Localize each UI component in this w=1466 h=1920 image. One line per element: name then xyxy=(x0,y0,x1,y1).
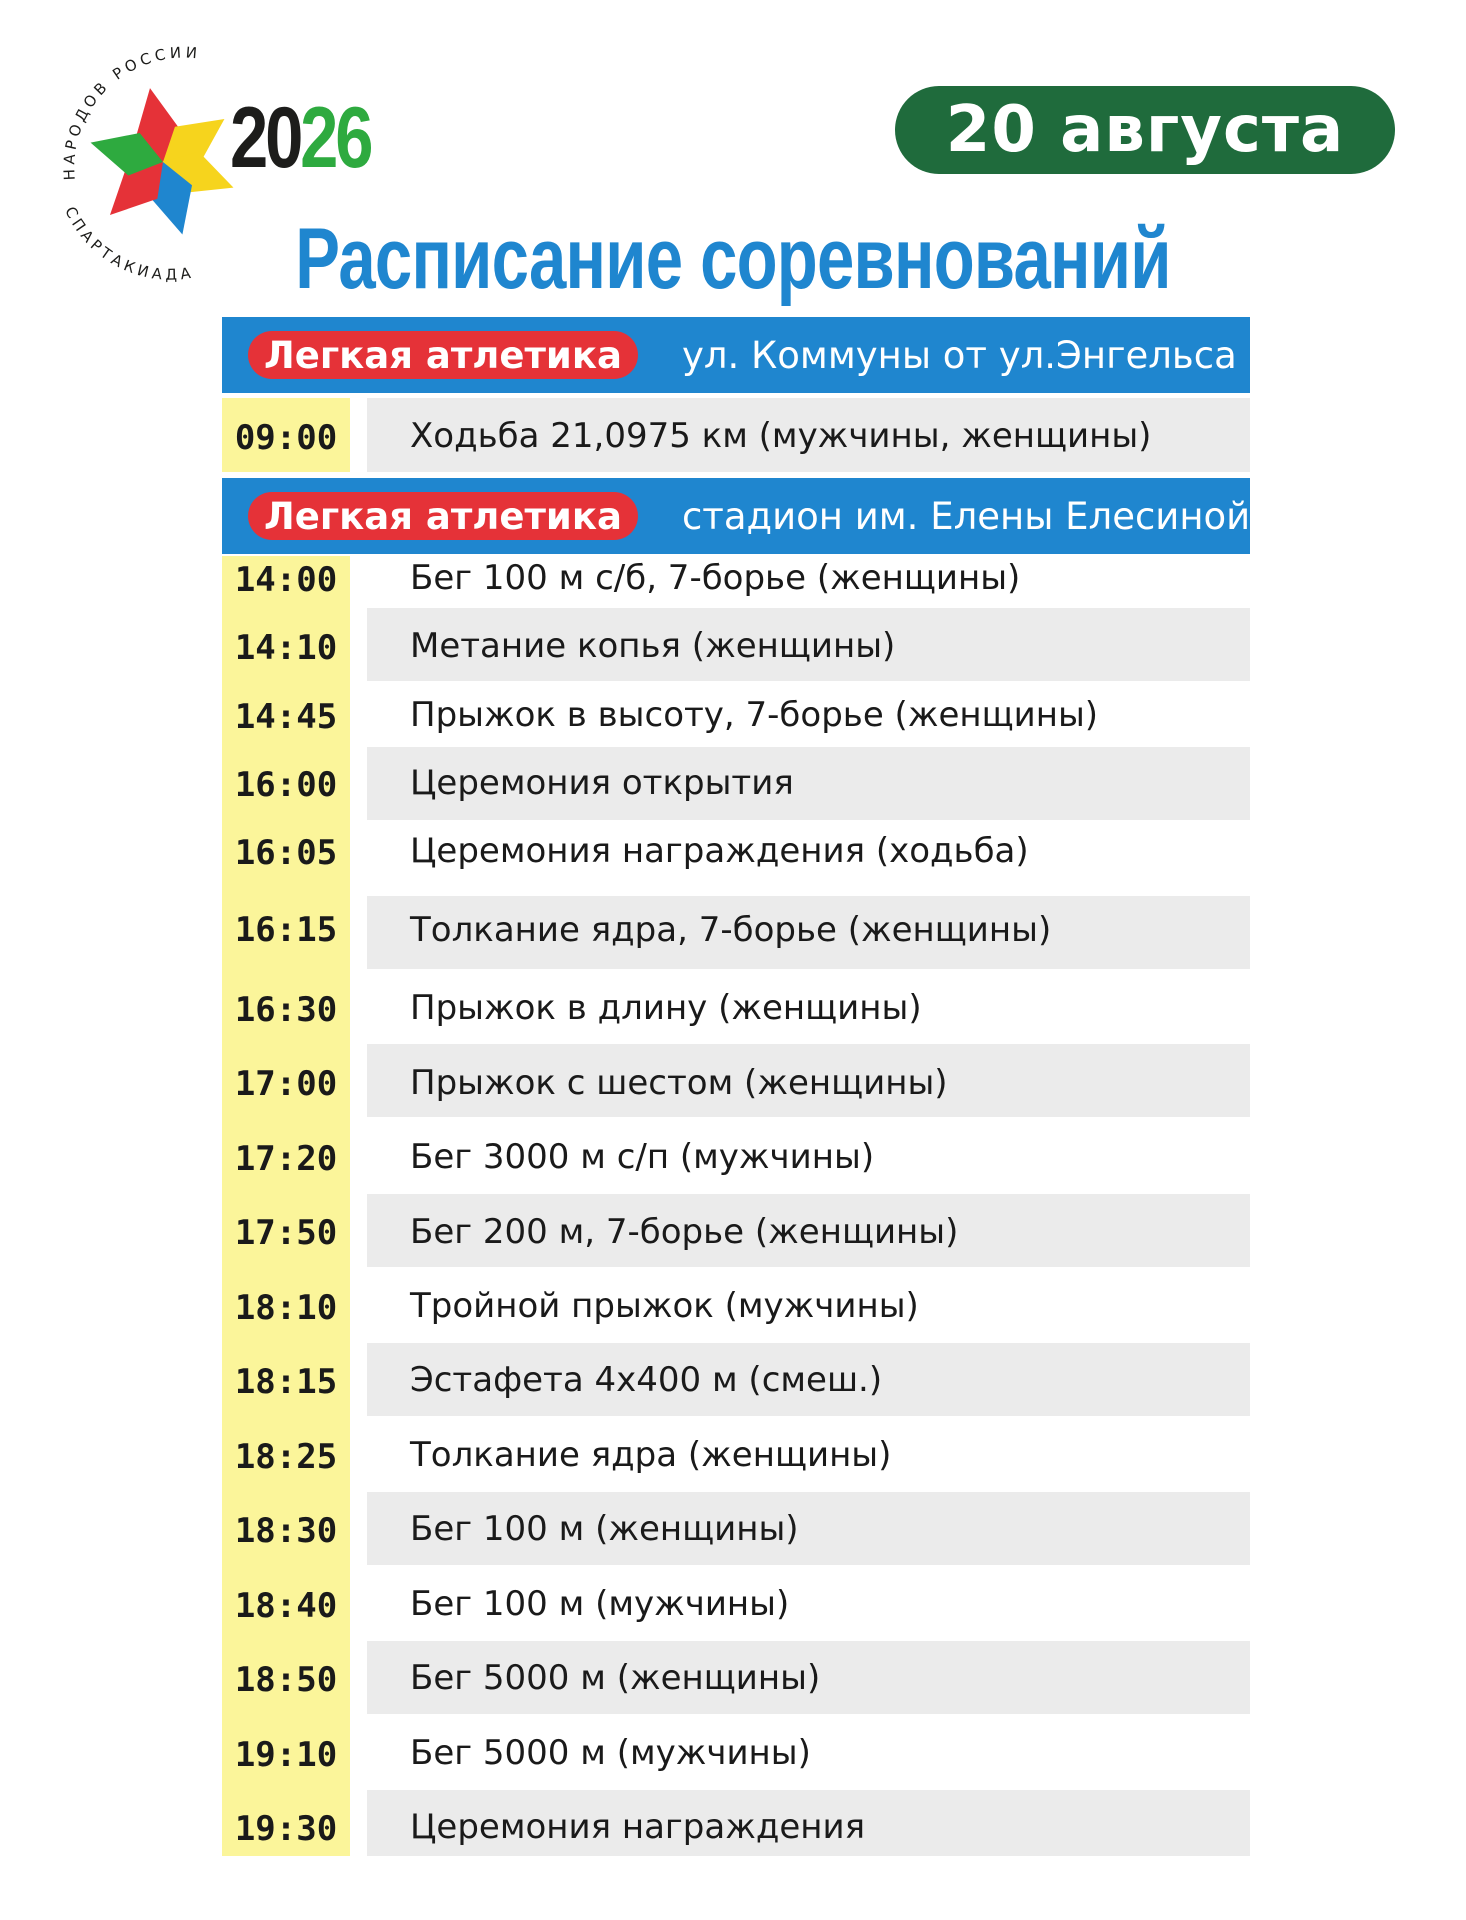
event-name: Ходьба 21,0975 км (мужчины, женщины) xyxy=(410,416,1152,456)
event-time: 17:20 xyxy=(234,1139,338,1179)
event-name: Бег 200 м, 7-борье (женщины) xyxy=(410,1212,959,1252)
event-time: 18:10 xyxy=(234,1288,338,1328)
logo-arc-bottom: СПАРТАКИАДА xyxy=(61,203,196,284)
page-title: Расписание соревнований xyxy=(295,211,1171,307)
event-time: 18:15 xyxy=(234,1362,338,1402)
logo-arc-top: НАРОДОВ РОССИИ xyxy=(60,43,202,181)
event-time: 14:45 xyxy=(234,697,338,737)
event-name: Тройной прыжок (мужчины) xyxy=(410,1286,919,1326)
event-name: Бег 5000 м (мужчины) xyxy=(410,1733,811,1773)
event-time: 16:00 xyxy=(234,765,338,805)
event-name: Прыжок с шестом (женщины) xyxy=(410,1063,948,1103)
event-time: 18:30 xyxy=(234,1511,338,1551)
event-time: 19:30 xyxy=(234,1809,338,1849)
event-time: 19:10 xyxy=(234,1735,338,1775)
event-name: Церемония награждения (ходьба) xyxy=(410,831,1029,871)
date-badge: 20 августа xyxy=(895,86,1395,174)
event-time: 18:50 xyxy=(234,1660,338,1700)
event-time: 16:15 xyxy=(234,910,338,950)
venue-name: стадион им. Елены Елесиной xyxy=(681,494,1251,538)
event-time: 16:05 xyxy=(234,833,338,873)
logo-year-suffix: 26 xyxy=(300,90,371,186)
event-name: Метание копья (женщины) xyxy=(410,626,896,666)
event-name: Бег 5000 м (женщины) xyxy=(410,1658,821,1698)
event-name: Эстафета 4х400 м (смеш.) xyxy=(410,1360,883,1400)
event-time: 17:00 xyxy=(234,1064,338,1104)
event-time: 16:30 xyxy=(234,990,338,1030)
venue-bar-1 xyxy=(222,317,1250,393)
event-name: Бег 3000 м с/п (мужчины) xyxy=(410,1137,875,1177)
event-time: 09:00 xyxy=(234,418,338,458)
event-name: Церемония награждения xyxy=(410,1807,866,1847)
venue-name: ул. Коммуны от ул.Энгельса xyxy=(681,333,1237,377)
event-name: Толкание ядра, 7-борье (женщины) xyxy=(410,910,1052,950)
event-time: 18:25 xyxy=(234,1437,338,1477)
event-name: Бег 100 м с/б, 7-борье (женщины) xyxy=(410,558,1021,598)
event-name: Церемония открытия xyxy=(410,763,794,803)
event-name: Прыжок в длину (женщины) xyxy=(410,988,922,1028)
event-time: 14:00 xyxy=(234,560,338,600)
event-name: Бег 100 м (мужчины) xyxy=(410,1584,790,1624)
sport-pill: Легкая атлетика xyxy=(248,331,638,379)
logo-year-prefix: 20 xyxy=(230,90,301,186)
event-time: 14:10 xyxy=(234,628,338,668)
event-time: 18:40 xyxy=(234,1586,338,1626)
event-name: Толкание ядра (женщины) xyxy=(410,1435,892,1475)
venue-bar-2 xyxy=(222,478,1250,554)
sport-pill: Легкая атлетика xyxy=(248,492,638,540)
event-name: Прыжок в высоту, 7-борье (женщины) xyxy=(410,695,1099,735)
event-time: 17:50 xyxy=(234,1213,338,1253)
logo-year xyxy=(230,90,371,186)
event-name: Бег 100 м (женщины) xyxy=(410,1509,799,1549)
